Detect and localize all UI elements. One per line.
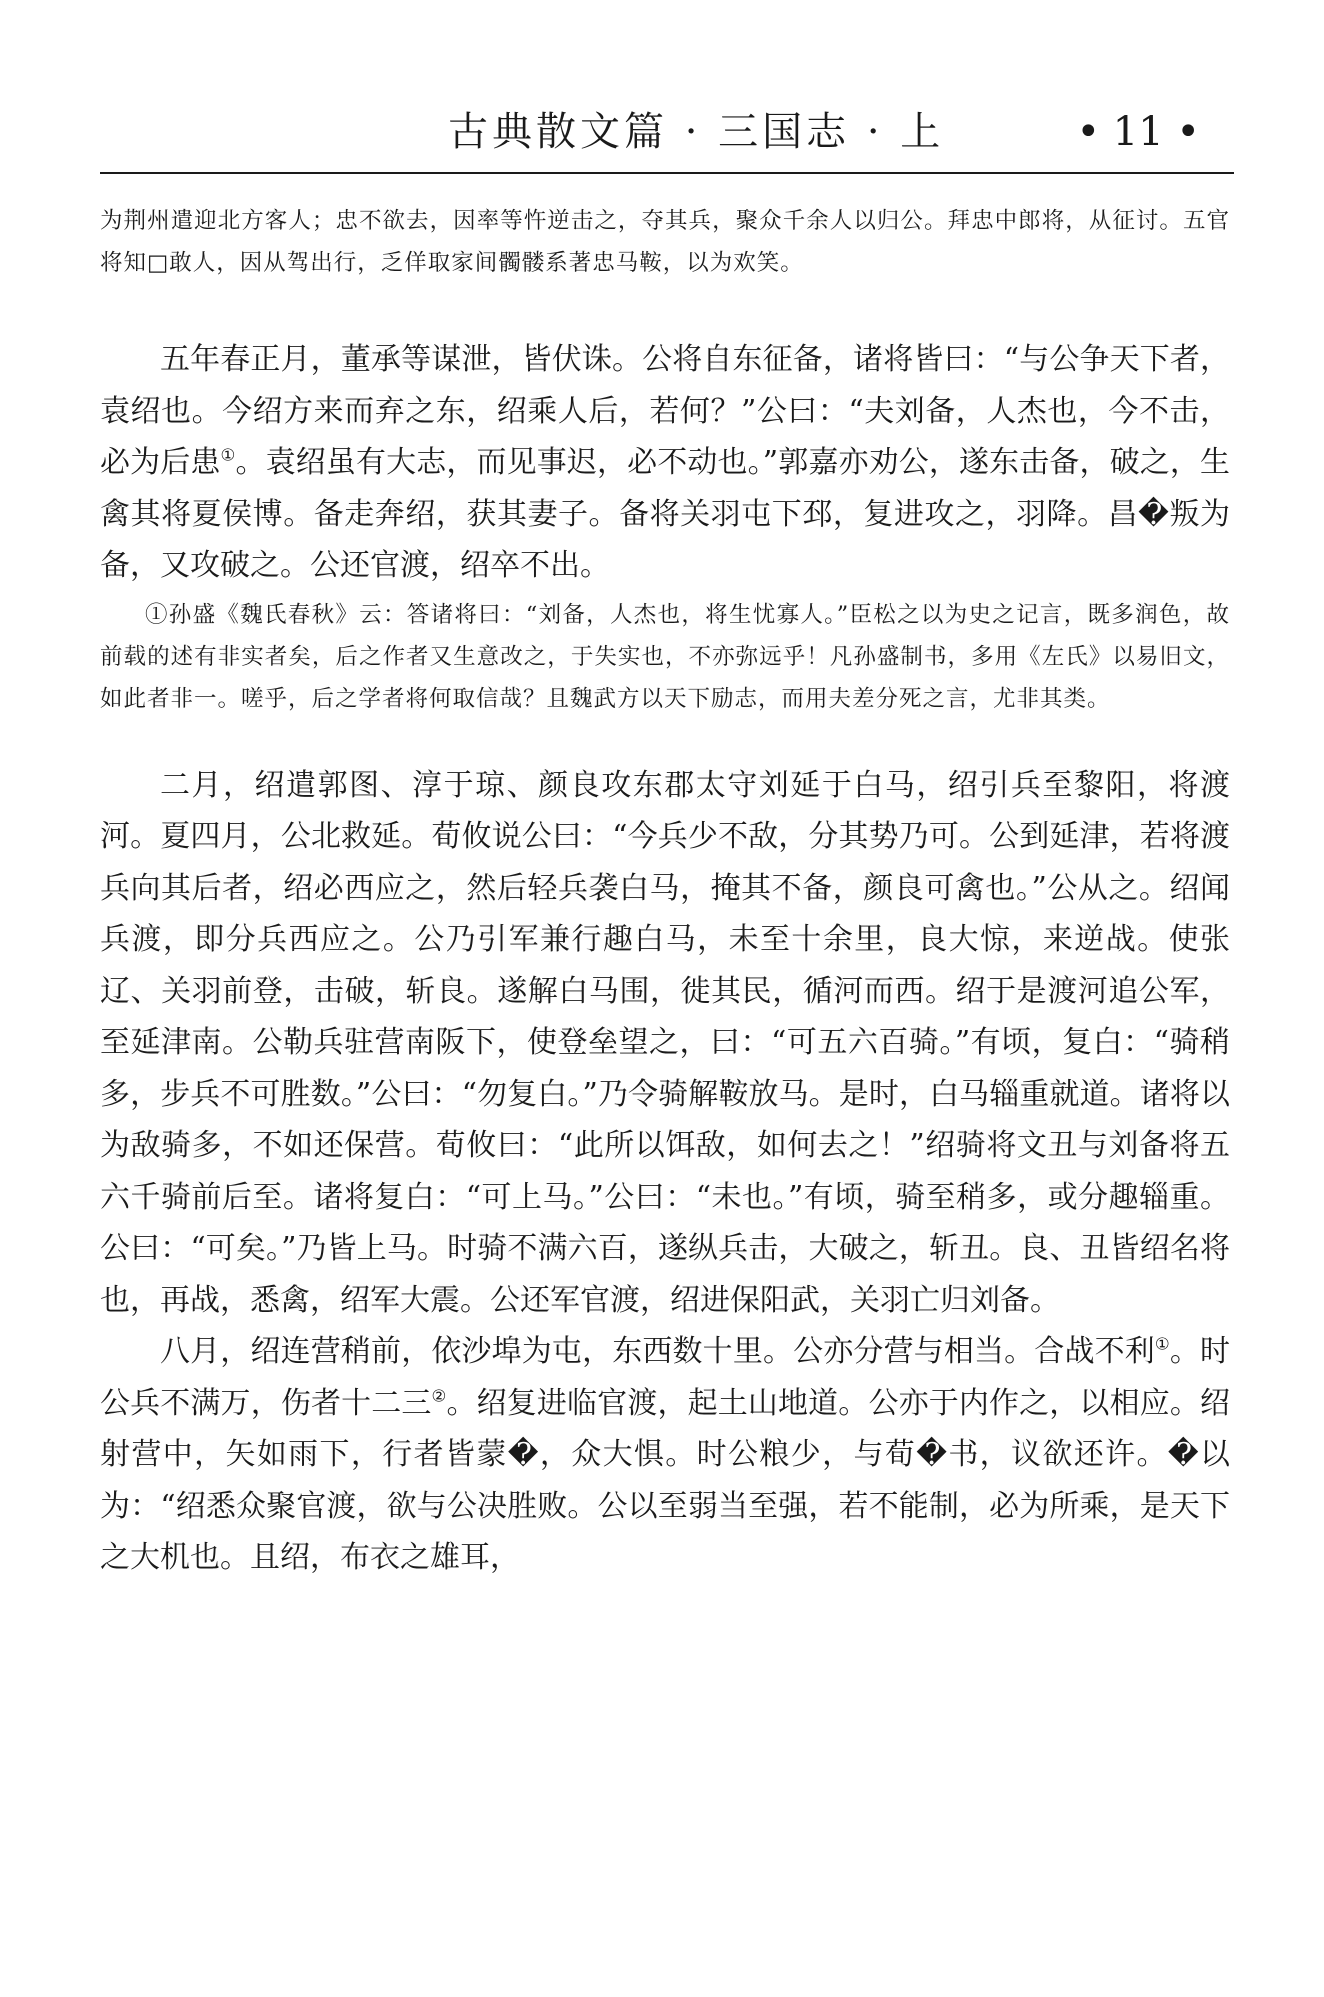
page-number: • 11 • xyxy=(1076,109,1200,155)
footnote-1: ①孙盛《魏氏春秋》云：答诸将曰：“刘备，人杰也，将生忧寡人。”臣松之以为史之记言，既多润色，故前载的述有非实者矣，后之作者又生意改之，于失实也，不亦弥远乎！凡孙盛制书，多用《左氏》以易旧文，如此者非一。嗟乎，后之学者将何取信哉？且魏武方以天下励志，而用夫差分死之言，尤非其类。 xyxy=(100,601,1230,712)
page-body xyxy=(100,200,1230,1584)
header-rule xyxy=(100,172,1234,174)
paragraph-1-text-b: 。袁绍虽有大志，而见事迟，必不动也。”郭嘉亦劝公，遂东击备，破之，生禽其将夏侯博。备走奔绍，获其妻子。备将关羽屯下邳，复进攻之，羽降。昌�叛为备，又攻破之。公还官渡，绍卒不出。 xyxy=(100,445,1230,583)
paragraph-3-text-b: 。时公兵不满万，伤者十二三 xyxy=(100,1334,1231,1421)
footnote-mark: ① xyxy=(220,445,236,465)
paragraph-1 xyxy=(100,334,1230,592)
footnote-mark: ② xyxy=(431,1385,447,1405)
paragraph-3 xyxy=(100,1326,1230,1584)
paragraph-3-text-a: 八月，绍连营稍前，依沙埠为屯，东西数十里。公亦分营与相当。合战不利 xyxy=(160,1334,1155,1369)
paragraph-1-text-a: 五年春正月，董承等谋泄，皆伏诛。公将自东征备，诸将皆曰：“与公争天下者，袁绍也。今绍方来而弃之东，绍乘人后，若何？”公曰：“夫刘备，人杰也，今不击，必为后患 xyxy=(100,342,1230,480)
paragraph-3-text-c: 。绍复进临官渡，起土山地道。公亦于内作之，以相应。绍射营中，矢如雨下，行者皆蒙�，众大惧。时公粮少，与荀�书，议欲还许。�以为：“绍悉众聚官渡，欲与公决胜败。公以至弱当至强，若不能制，必为所乘，是天下之大机也。且绍，布衣之雄耳， xyxy=(100,1385,1230,1575)
note-continuation: 为荆州遣迎北方客人；忠不欲去，因率等忤逆击之，夺其兵，聚众千余人以归公。拜忠中郎将，从征讨。五官将知□敢人，因从驾出行，乏佯取家间髑髅系著忠马鞍，以为欢笑。 xyxy=(100,208,1230,276)
page-header xyxy=(100,108,1234,170)
footnote-mark: ① xyxy=(1154,1334,1170,1354)
paragraph-2: 二月，绍遣郭图、淳于琼、颜良攻东郡太守刘延于白马，绍引兵至黎阳，将渡河。夏四月，公北救延。荀攸说公曰：“今兵少不敌，分其势乃可。公到延津，若将渡兵向其后者，绍必西应之，然后轻兵袭白马，掩其不备，颜良可禽也。”公从之。绍闻兵渡，即分兵西应之。公乃引军兼行趣白马，未至十余里，良大惊，来逆战。使张辽、关羽前登，击破，斩良。遂解白马围，徙其民，循河而西。绍于是渡河追公军，至延津南。公勒兵驻营南阪下，使登垒望之，曰：“可五六百骑。”有顷，复白：“骑稍多，步兵不可胜数。”公曰：“勿复白。”乃令骑解鞍放马。是时，白马辎重就道。诸将以为敌骑多，不如还保营。荀攸曰：“此所以饵敌，如何去之！”绍骑将文丑与刘备将五六千骑前后至。诸将复白：“可上马。”公曰：“未也。”有顷，骑至稍多，或分趣辎重。公曰：“可矣。”乃皆上马。时骑不满六百，遂纵兵击，大破之，斩丑。良、丑皆绍名将也，再战，悉禽，绍军大震。公还军官渡，绍进保阳武，关羽亡归刘备。 xyxy=(100,767,1230,1318)
running-title: 古典散文篇 · 三国志 · 上 xyxy=(448,109,945,155)
